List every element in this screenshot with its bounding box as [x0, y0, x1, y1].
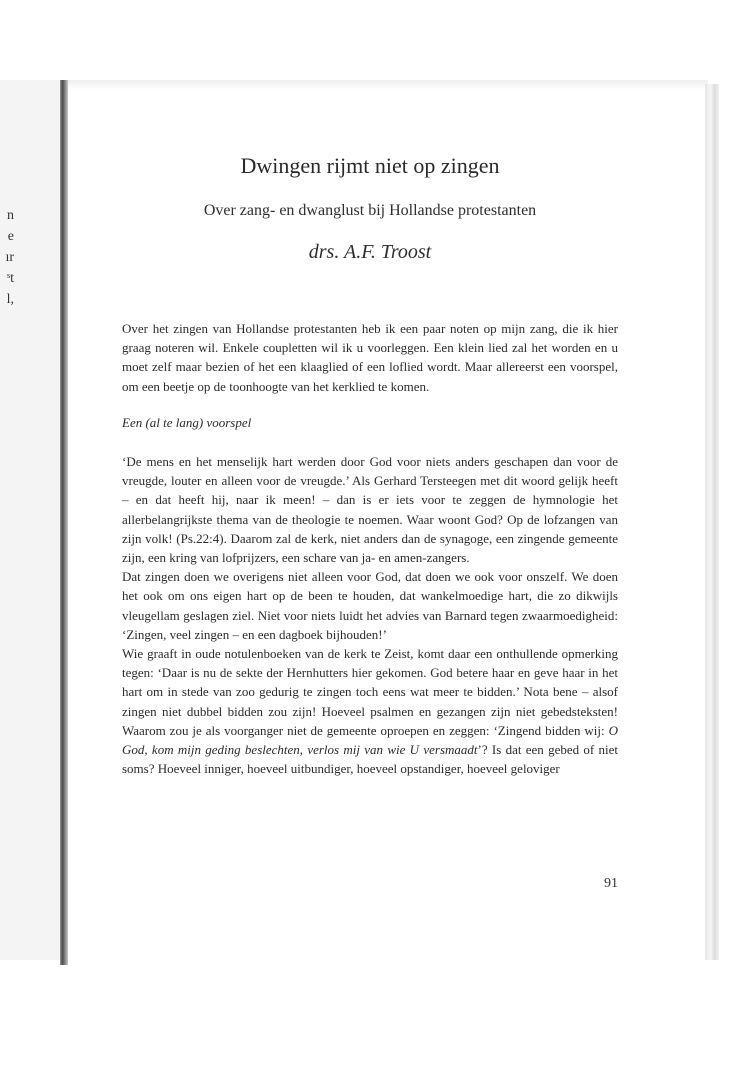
page-number: 91 [604, 876, 618, 891]
article-subtitle: Over zang- en dwanglust bij Hollandse protestanten [203, 202, 537, 219]
paragraph-text: ’? Is dat een gebed of niet soms? Hoeveel inniger, hoeveel uitbundiger, hoeveel opstandiger, hoeveel geloviger [122, 742, 618, 777]
left-fragment: ır [5, 250, 14, 265]
left-fragment: e [7, 229, 14, 244]
article-title: Dwingen rijmt niet op zingen [240, 153, 500, 178]
body-paragraph [122, 644, 618, 778]
psalm-quote: O God, kom mijn geding beslechten, verlos mij van wie U versmaadt [122, 722, 618, 758]
intro-paragraph: Over het zingen van Hollandse protestanten heb ik een paar noten op mijn zang, die ik hier graag noteren wil. Enkele coupletten wil ik u voorleggen. Een klein lied zal het worden en u moet zelf maar bezien of het een klaaglied of een loflied wordt. Maar allereerst een voorspel, om een beetje op de toonhoogte van het kerklied te komen. [122, 321, 618, 394]
page-top-shadow [68, 80, 708, 90]
left-fragment: n [7, 208, 14, 223]
article-body [122, 319, 618, 778]
left-fragment: ˢt [7, 271, 14, 286]
article-author: drs. A.F. Troost [308, 241, 432, 263]
left-fragment: l, [6, 292, 14, 307]
page-edges [705, 84, 719, 960]
left-page-text-fragments [0, 205, 14, 310]
body-paragraph: Dat zingen doen we overigens niet alleen voor God, dat doen we ook voor onszelf. We doen het ook om ons eigen hart op de been te houden, dat wankelmoedige hart, die zo dikwijls vleugellam geslagen ziel. Niet voor niets luidt het advies van Barnard tegen zwaarmoedigheid: ‘Zingen, veel zingen – en een dagboek bijhouden!’ [122, 569, 618, 642]
paragraph-text: Wie graaft in oude notulenboeken van de kerk te Zeist, komt daar een onthullende opmerking tegen: ‘Daar is nu de sekte der Hernhutters hier gekomen. God betere haar en geve haar in het hart om in stede van zoo gedurig te zingen toch eens wat meer te bidden.’ Nota bene – alsof zingen niet dubbel bidden zou zijn! Hoeveel psalmen en gezangen zijn niet gebedsteksten! Waarom zou je als voorganger niet de gemeente oproepen en zeggen: ‘Zingend bidden wij: [122, 646, 618, 738]
body-paragraph: ‘De mens en het menselijk hart werden door God voor niets anders geschapen dan voor de vreugde, louter en alleen voor de vreugde.’ Als Gerhard Tersteegen met dit woord gelijk heeft – en dat heeft hij, naar ik meen! – dan is er iets voor te zeggen de hymnologie het allerbelangrijkste thema van de theologie te noemen. Waar woont God? Op de lofzangen van zijn volk! (Ps.22:4). Daarom zal de kerk, niet anders dan de synagoge, een zingende gemeente zijn, een kring van lofprijzers, een schare van ja- en amen-zangers. [122, 454, 618, 566]
section-heading: Een (al te lang) voorspel [122, 414, 252, 430]
book-gutter [60, 80, 68, 965]
